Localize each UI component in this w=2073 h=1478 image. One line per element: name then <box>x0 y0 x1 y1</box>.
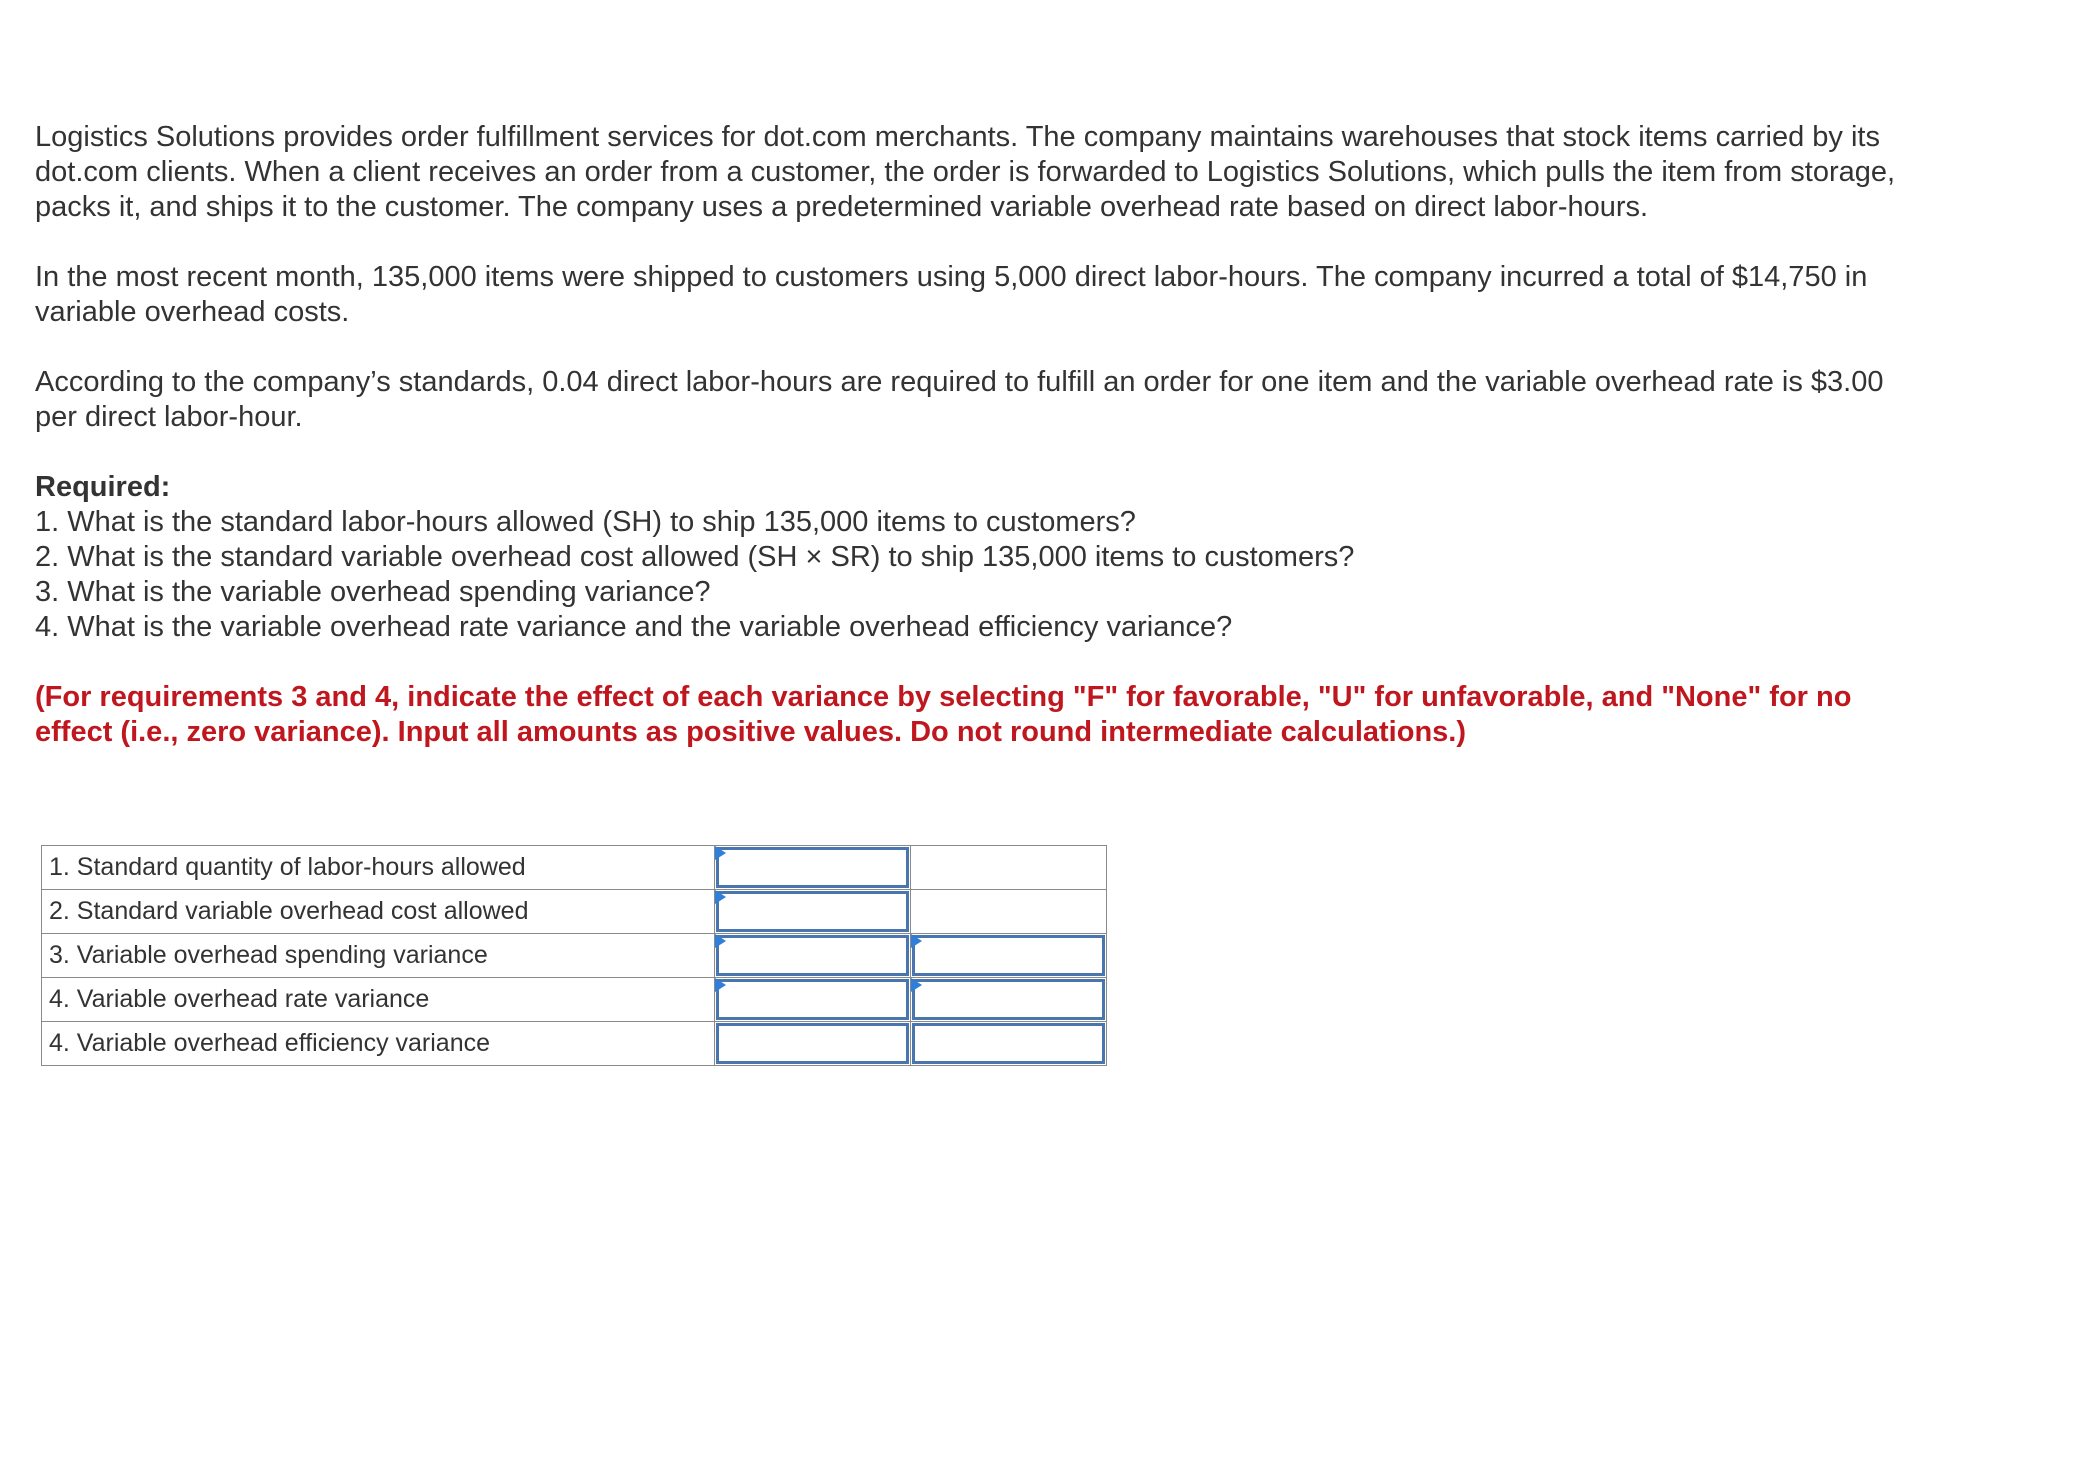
input-marker-icon <box>715 978 726 992</box>
amount-cell[interactable] <box>715 1022 911 1066</box>
required-item-3: 3. What is the variable overhead spending variance? <box>35 576 711 608</box>
effect-select[interactable] <box>912 979 1105 1020</box>
effect-cell[interactable] <box>911 1022 1107 1066</box>
required-item-2: 2. What is the standard variable overhead cost allowed (SH × SR) to ship 135,000 items to customers? <box>35 541 1355 573</box>
effect-select[interactable] <box>912 935 1105 976</box>
problem-paragraph-2: In the most recent month, 135,000 items were shipped to customers using 5,000 direct labor-hours. The company incurred a total of $14,750 in variable overhead costs. <box>35 261 1868 328</box>
amount-cell[interactable] <box>715 934 911 978</box>
answer-table <box>41 845 1107 1066</box>
row-label: 4. Variable overhead efficiency variance <box>42 1022 715 1066</box>
input-marker-icon <box>715 934 726 948</box>
table-row <box>42 934 1107 978</box>
instruction-text: (For requirements 3 and 4, indicate the effect of each variance by selecting "F" for favorable, "U" for unfavorable, and "None" for no effect (i.e., zero variance). Input all amounts as positive values. Do not round intermediate calculations.) <box>35 681 1852 748</box>
amount-input[interactable] <box>716 979 909 1020</box>
problem-content <box>35 120 1925 750</box>
problem-paragraph-3: According to the company’s standards, 0.04 direct labor-hours are required to fulfill an order for one item and the variable overhead rate is $3.00 per direct labor-hour. <box>35 366 1884 433</box>
amount-cell[interactable] <box>715 846 911 890</box>
amount-input[interactable] <box>716 935 909 976</box>
amount-cell[interactable] <box>715 978 911 1022</box>
input-marker-icon <box>715 846 726 860</box>
amount-input[interactable] <box>716 1023 909 1064</box>
row-label: 3. Variable overhead spending variance <box>42 934 715 978</box>
effect-cell[interactable] <box>911 934 1107 978</box>
required-item-1: 1. What is the standard labor-hours allowed (SH) to ship 135,000 items to customers? <box>35 506 1136 538</box>
amount-input[interactable] <box>716 847 909 888</box>
input-marker-icon <box>715 890 726 904</box>
table-row <box>42 846 1107 890</box>
required-list <box>35 505 1925 645</box>
row-label: 1. Standard quantity of labor-hours allowed <box>42 846 715 890</box>
required-item-4: 4. What is the variable overhead rate variance and the variable overhead efficiency variance? <box>35 611 1233 643</box>
empty-cell <box>911 846 1107 890</box>
select-marker-icon <box>911 934 922 948</box>
effect-cell[interactable] <box>911 978 1107 1022</box>
amount-cell[interactable] <box>715 890 911 934</box>
select-marker-icon <box>911 978 922 992</box>
problem-paragraph-1: Logistics Solutions provides order fulfillment services for dot.com merchants. The company maintains warehouses that stock items carried by its dot.com clients. When a client receives an order from a customer, the order is forwarded to Logistics Solutions, which pulls the item from storage, packs it, and ships it to the customer. The company uses a predetermined variable overhead rate based on direct labor-hours. <box>35 121 1896 223</box>
required-heading: Required: <box>35 471 171 503</box>
row-label: 4. Variable overhead rate variance <box>42 978 715 1022</box>
empty-cell <box>911 890 1107 934</box>
table-row <box>42 978 1107 1022</box>
table-row <box>42 890 1107 934</box>
effect-select[interactable] <box>912 1023 1105 1064</box>
table-row <box>42 1022 1107 1066</box>
amount-input[interactable] <box>716 891 909 932</box>
row-label: 2. Standard variable overhead cost allowed <box>42 890 715 934</box>
